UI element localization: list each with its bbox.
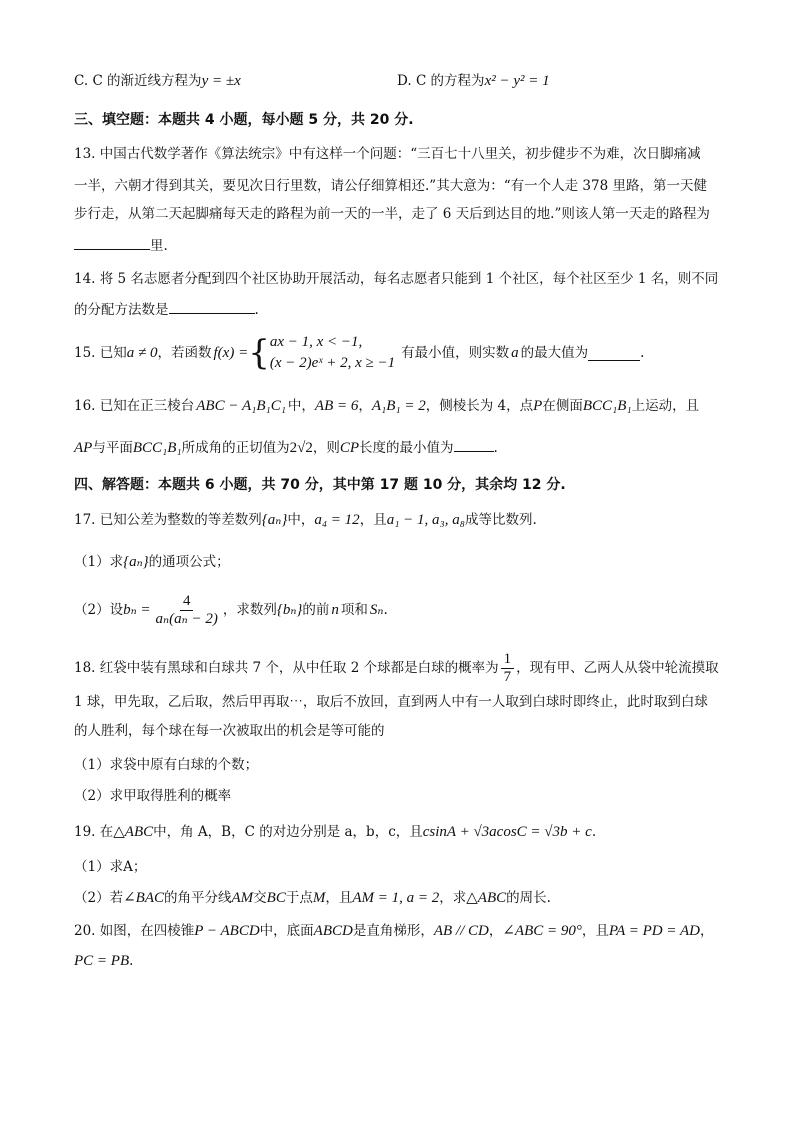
q19-part-1: （1）求A； [74,859,147,875]
left-brace: { [248,333,270,373]
q18-part-2: （2）求甲取得胜利的概率 [74,788,232,804]
piecewise-cases: ax − 1, x < −1, (x − 2)eˣ + 2, x ≥ −1 [269,334,396,371]
fraction: $\frac{4}{\text{aₙ(aₙ − 2)}}$ [155,592,218,627]
q18-part-1: （1）求袋中原有白球的个数； [74,757,259,773]
fraction: $\frac{1}{7}$ [501,651,515,686]
answer-blank[interactable] [588,346,640,361]
question-15: 15. 已知 a ≠ 0 ，若函数 f(x) = { ax − 1, x < −1, (x − 2)eˣ + 2, x ≥ −1 有最小值，则实数 a 的最大值为 . [74,333,645,373]
option-d: D. C 的方程为x² − y² = 1 [397,73,550,89]
exam-page: C. C 的渐近线方程为y = ±x D. C 的方程为x² − y² = 1 三、填空题：本题共 4 小题，每小题 5 分，共 20 分. 13. 中国古代数学著作《算法统宗》中有这样一个问题：“三百七十八里关，初步健步不为难，次日脚痛减 一半，六朝才得到其关，要见次日行里数，请公仔细算相还.”其大意为：“有一个人走 378 里路，第一天健 步行走，从第二天起脚痛每天走的路程为前一天的一半，走了 6 天后到达目的地.”则该人第一天走的路程为 里. 14. 将 5 名志愿者分配到四个社区协助开展活动，每名志愿者只能到 1 个社区，每个社区至少 1 名，则不同 的分配方法数是 . 15. 已知 a ≠ 0 ，若函数 f(x) = { ax − 1, x < −1, (x − 2)eˣ + 2, x ≥ −1 有最小值，则实数 a 的最大值为 . 16. 已知在正三棱台 ABC − A₁B₁C₁ 中，AB = 6，A₁B₁ = 2，侧棱长为 4，点P在侧面BCC₁B₁上运动，且 AP与平面BCC₁B₁所成角的正切值为2√2，则CP长度的最小值为 . 四、解答题：本题共 6 小题，共 70 分，其中第 17 题 10 分，其余均 12 分. 17. 已知公差为整数的等差数列{aₙ}中，a₄ = 12，且a₁ − 1, a₃, a₈成等比数列. （1）求{aₙ}的通项公式； （2）设 bₙ = $\frac{4}{\text{aₙ(aₙ − 2)}}$ ，求数列 {bₙ} 的前 n 项和 Sₙ . 18. 红袋中装有黑球和白球共 7 个，从中任取 2 个球都是白球的概率为 $\frac{1}{7}$ ，现有甲、乙两人从袋中轮流摸取 1 球，甲先取，乙后取，然后甲再取⋯，取后不放回，直到两人中有一人取到白球时即终止，此时取到白球 的人胜利，每个球在每一次被取出的机会是等可能的 （1）求袋中原有白球的个数； （2）求甲取得胜利的概率 19. 在△ABC中，角 A，B，C 的对边分别是 a，b，c，且csinA + √3acosC = √3b + c. （1）求A； （2）若∠BAC的角平分线AM交BC于点M，且AM = 1, a = 2，求△ABC的周长. 20. 如图，在四棱锥P − ABCD中，底面ABCD是直角梯形，AB // CD，∠ABC = 90°，且PA = PD = AD， PC = PB. [74,73,719,969]
answer-blank[interactable] [454,437,494,452]
section-4-heading: 四、解答题：本题共 6 小题，共 70 分，其中第 17 题 10 分，其余均 12 分. [74,477,566,493]
q19-part-2: （2）若∠BAC的角平分线AM交BC于点M，且AM = 1, a = 2，求△ABC的周长. [74,890,551,906]
option-c: C. C 的渐近线方程为y = ±x [74,73,241,89]
section-3-heading: 三、填空题：本题共 4 小题，每小题 5 分，共 20 分. [74,112,414,128]
answer-blank[interactable] [74,235,150,250]
q17-part-2: （2）设 bₙ = $\frac{4}{\text{aₙ(aₙ − 2)}}$ ，求数列 {bₙ} 的前 n 项和 Sₙ . [74,592,388,627]
q17-part-1: （1）求{aₙ}的通项公式； [74,554,230,570]
answer-blank[interactable] [169,299,255,314]
q13-answer-line: 里. [74,235,168,255]
